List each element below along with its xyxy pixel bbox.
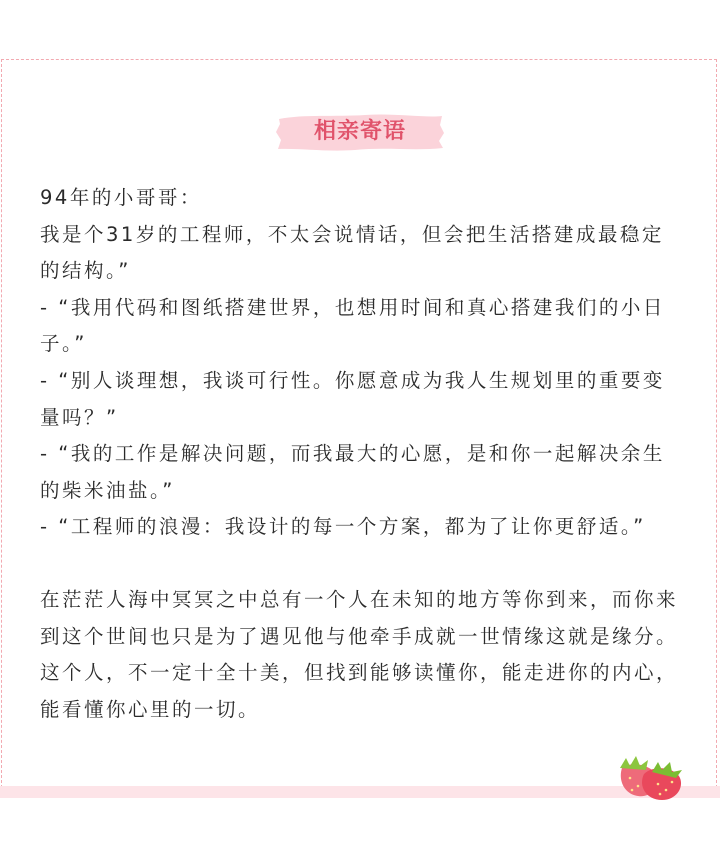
title-banner	[275, 113, 445, 151]
quote-paragraph-4: - “我的工作是解决问题，而我最大的心愿，是和你一起解决余生的柴米油盐。”	[40, 442, 665, 502]
intro-label: 94年的小哥哥：	[40, 186, 202, 209]
main-content	[40, 180, 682, 728]
quote-paragraph-2: - “我用代码和图纸搭建世界，也想用时间和真心搭建我们的小日子。”	[40, 295, 665, 356]
page-title: 相亲寄语	[313, 119, 406, 144]
strawberry-icon	[612, 750, 686, 802]
closing-paragraph: 在茫茫人海中冥冥之中总有一个人在未知的地方等你到来，而你来到这个世间也只是为了遇见他与他牵手成就一世情缘这就是缘分。这个人，不一定十全十美，但找到能够读懂你，能走进你的内心，能看懂你心里的一切。	[40, 587, 679, 721]
quote-paragraph-3: - “别人谈理想，我谈可行性。你愿意成为我人生规划里的重要变量吗？”	[40, 368, 665, 429]
quote-paragraph-1: 我是个31岁的工程师，不太会说情话，但会把生活搭建成最稳定的结构。”	[40, 222, 664, 283]
paragraph-gap	[40, 546, 682, 582]
quote-paragraph-5: - “工程师的浪漫：我设计的每一个方案，都为了让你更舒适。”	[40, 515, 646, 539]
